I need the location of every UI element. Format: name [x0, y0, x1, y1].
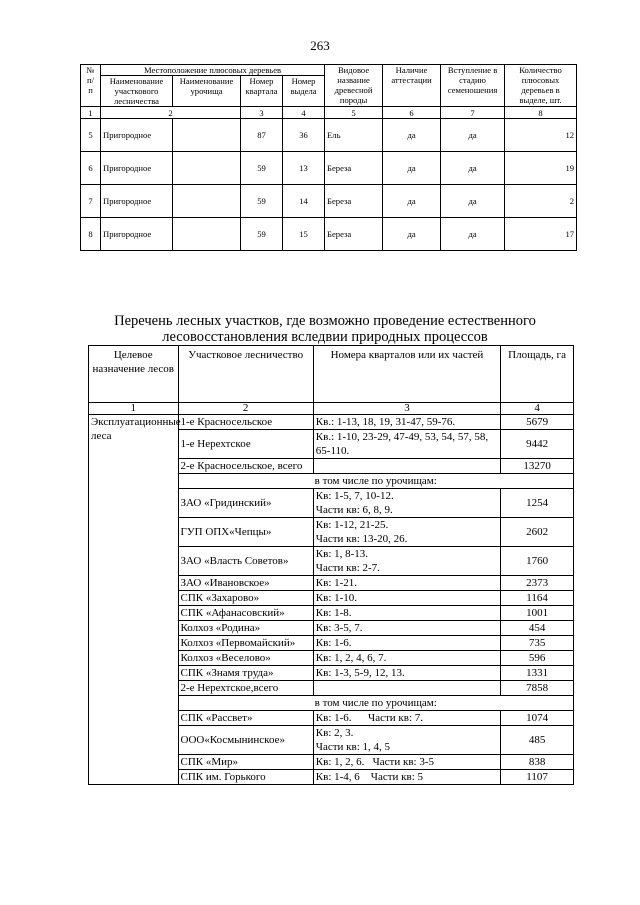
certification-cell: да — [383, 152, 441, 185]
header-allotment: Номер выдела — [283, 76, 325, 107]
quarters-cell: Кв: 1, 8-13. Части кв: 2-7. — [313, 547, 500, 576]
allotment-cell: 13 — [283, 152, 325, 185]
forestry-cell: СПК «Рассвет» — [178, 711, 313, 726]
index-row — [89, 403, 574, 415]
quarter-cell: 87 — [241, 119, 283, 152]
seed-stage-cell: да — [441, 185, 505, 218]
subheader-cell: в том числе по урочищам: — [178, 474, 574, 489]
tract-cell — [173, 218, 241, 251]
quarters-cell: Кв: 1-3, 5-9, 12, 13. — [313, 666, 500, 681]
quarters-cell: Кв: 1, 2, 4, 6, 7. — [313, 651, 500, 666]
quarters-cell: Кв: 1-8. — [313, 606, 500, 621]
quarter-cell: 59 — [241, 185, 283, 218]
area-cell: 13270 — [501, 459, 574, 474]
table-row — [81, 218, 577, 251]
forestry-cell: СПК им. Горького — [178, 770, 313, 785]
row-number: 7 — [81, 185, 101, 218]
header-quarters: Номера кварталов или их частей — [313, 346, 500, 403]
index-cell: 5 — [325, 107, 383, 119]
quarters-cell: Кв: 1-12, 21-25. Части кв: 13-20, 26. — [313, 518, 500, 547]
species-cell: Береза — [325, 152, 383, 185]
area-cell: 7858 — [501, 681, 574, 696]
quarters-cell: Кв: 1-6. Части кв: 7. — [313, 711, 500, 726]
forestry-cell: ООО«Космынинское» — [178, 726, 313, 755]
index-cell: 6 — [383, 107, 441, 119]
area-cell: 1107 — [501, 770, 574, 785]
row-number: 8 — [81, 218, 101, 251]
seed-stage-cell: да — [441, 152, 505, 185]
count-cell: 19 — [505, 152, 577, 185]
forestry-cell: Пригородное — [101, 119, 173, 152]
seed-stage-cell: да — [441, 218, 505, 251]
forestry-cell: 2-е Красносельское, всего — [178, 459, 313, 474]
header-tract: Наименование урочища — [173, 76, 241, 107]
quarters-cell: Кв: 1-21. — [313, 576, 500, 591]
section-title: Перечень лесных участков, где возможно проведение естественного лесовосстановления вследвии природных процессов — [114, 313, 536, 345]
area-cell: 2373 — [501, 576, 574, 591]
table-row — [81, 152, 577, 185]
index-cell: 3 — [241, 107, 283, 119]
index-cell: 7 — [441, 107, 505, 119]
quarters-cell: Кв: 1-6. — [313, 636, 500, 651]
row-number: 5 — [81, 119, 101, 152]
count-cell: 17 — [505, 218, 577, 251]
header-purpose: Целевое назначение лесов — [89, 346, 179, 403]
index-cell: 4 — [501, 403, 574, 415]
area-cell: 9442 — [501, 430, 574, 459]
index-cell: 2 — [101, 107, 241, 119]
quarters-cell: Кв: 3-5, 7. — [313, 621, 500, 636]
header-area: Площадь, га — [501, 346, 574, 403]
table-row — [81, 119, 577, 152]
tract-cell — [173, 152, 241, 185]
area-cell: 1254 — [501, 489, 574, 518]
forestry-cell: СПК «Мир» — [178, 755, 313, 770]
forestry-cell: ЗАО «Власть Советов» — [178, 547, 313, 576]
allotment-cell: 15 — [283, 218, 325, 251]
tract-cell — [173, 119, 241, 152]
count-cell: 12 — [505, 119, 577, 152]
header-num: № п/ п — [81, 65, 101, 107]
index-cell: 1 — [89, 403, 179, 415]
certification-cell: да — [383, 119, 441, 152]
forestry-cell: ЗАО «Ивановское» — [178, 576, 313, 591]
species-cell: Береза — [325, 185, 383, 218]
allotment-cell: 14 — [283, 185, 325, 218]
forestry-cell: 1-е Красносельское — [178, 415, 313, 430]
quarters-cell: Кв: 1-10. — [313, 591, 500, 606]
forest-plots-table — [88, 345, 574, 785]
forestry-cell: ГУП ОПХ«Чепцы» — [178, 518, 313, 547]
area-cell: 1001 — [501, 606, 574, 621]
forestry-cell: Пригородное — [101, 185, 173, 218]
quarters-cell: Кв: 2, 3. Части кв: 1, 4, 5 — [313, 726, 500, 755]
area-cell: 2602 — [501, 518, 574, 547]
table-row — [81, 185, 577, 218]
area-cell: 5679 — [501, 415, 574, 430]
count-cell: 2 — [505, 185, 577, 218]
forestry-cell: Колхоз «Родина» — [178, 621, 313, 636]
forestry-cell: Пригородное — [101, 218, 173, 251]
header-forestry: Участковое лесничество — [178, 346, 313, 403]
area-cell: 485 — [501, 726, 574, 755]
forestry-cell: СПК «Афанасовский» — [178, 606, 313, 621]
seed-stage-cell: да — [441, 119, 505, 152]
row-number: 6 — [81, 152, 101, 185]
certification-cell: да — [383, 218, 441, 251]
quarters-cell — [313, 459, 500, 474]
forestry-cell: 1-е Нерехтское — [178, 430, 313, 459]
quarters-cell: Кв: 1, 2, 6. Части кв: 3-5 — [313, 755, 500, 770]
forestry-cell: ЗАО «Гридинский» — [178, 489, 313, 518]
index-row — [81, 107, 577, 119]
index-cell: 8 — [505, 107, 577, 119]
header-certification: Наличие аттестации — [383, 65, 441, 107]
area-cell: 596 — [501, 651, 574, 666]
forestry-cell: Пригородное — [101, 152, 173, 185]
header-forestry: Наименование участкового лесничества — [101, 76, 173, 107]
plus-trees-table — [80, 64, 577, 251]
header-quarter: Номер квартала — [241, 76, 283, 107]
species-cell: Береза — [325, 218, 383, 251]
header-count: Количество плюсовых деревьев в выделе, шт. — [505, 65, 577, 107]
header-seed-stage: Вступление в стадию семеношения — [441, 65, 505, 107]
area-cell: 1164 — [501, 591, 574, 606]
forestry-cell: Колхоз «Веселово» — [178, 651, 313, 666]
area-cell: 1760 — [501, 547, 574, 576]
forestry-cell: Колхоз «Первомайский» — [178, 636, 313, 651]
area-cell: 838 — [501, 755, 574, 770]
forestry-cell: СПК «Знамя труда» — [178, 666, 313, 681]
quarters-cell: Кв: 1-5, 7, 10-12. Части кв: 6, 8, 9. — [313, 489, 500, 518]
subheader-cell: в том числе по урочищам: — [178, 696, 574, 711]
certification-cell: да — [383, 185, 441, 218]
quarters-cell: Кв.: 1-13, 18, 19, 31-47, 59-76. — [313, 415, 500, 430]
page-number: 263 — [310, 38, 330, 53]
tract-cell — [173, 185, 241, 218]
area-cell: 1331 — [501, 666, 574, 681]
area-cell: 735 — [501, 636, 574, 651]
allotment-cell: 36 — [283, 119, 325, 152]
quarter-cell: 59 — [241, 152, 283, 185]
quarter-cell: 59 — [241, 218, 283, 251]
purpose-cell: Эксплуатационные леса — [89, 415, 179, 785]
quarters-cell — [313, 681, 500, 696]
index-cell: 1 — [81, 107, 101, 119]
forestry-cell: СПК «Захарово» — [178, 591, 313, 606]
area-cell: 1074 — [501, 711, 574, 726]
header-location: Местоположение плюсовых деревьев — [101, 65, 325, 76]
forestry-cell: 2-е Нерехтское,всего — [178, 681, 313, 696]
area-cell: 454 — [501, 621, 574, 636]
table-row — [89, 415, 574, 430]
index-cell: 3 — [313, 403, 500, 415]
quarters-cell: Кв: 1-4, 6 Части кв: 5 — [313, 770, 500, 785]
quarters-cell: Кв.: 1-10, 23-29, 47-49, 53, 54, 57, 58, 65-110. — [313, 430, 500, 459]
header-species: Видовое название древесной породы — [325, 65, 383, 107]
index-cell: 2 — [178, 403, 313, 415]
index-cell: 4 — [283, 107, 325, 119]
species-cell: Ель — [325, 119, 383, 152]
